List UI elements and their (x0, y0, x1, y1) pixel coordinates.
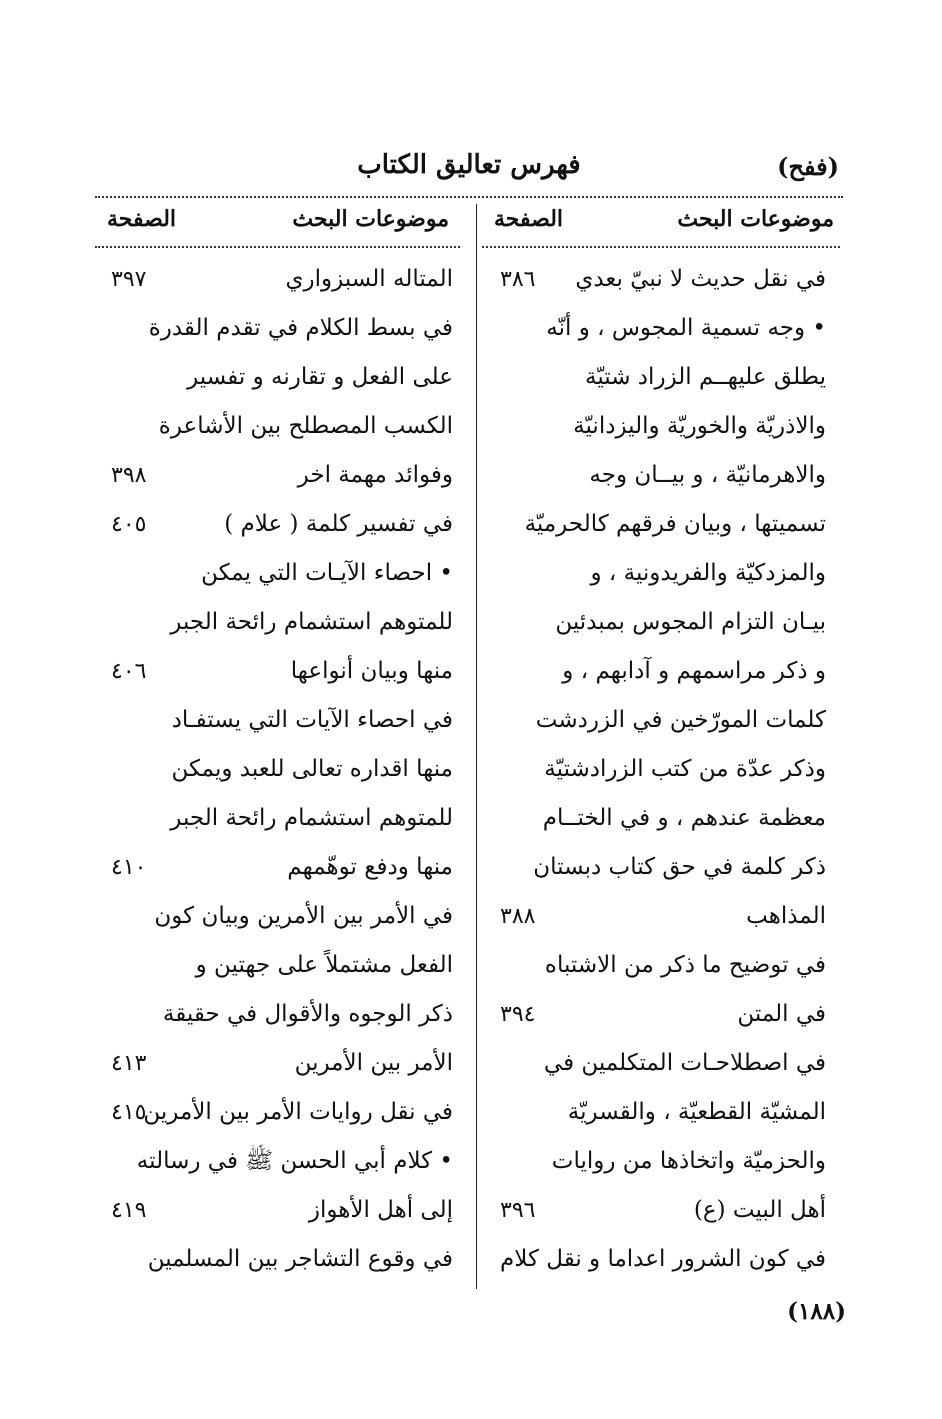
index-entry (95, 598, 465, 647)
entry-topic: المشيّة القطعيّة ، والقسريّة (567, 1099, 826, 1125)
entry-topic: • وجه تسمية المجوس ، و أنّه (546, 315, 826, 341)
entry-topic: • كلام أبي الحسن ﷺ في رسالته (136, 1148, 453, 1174)
index-entry (95, 402, 465, 451)
entry-page-number: ٣٨٦ (500, 267, 536, 292)
index-entry (95, 1186, 465, 1235)
topic-heading: موضوعات البحث (292, 206, 449, 232)
entry-topic: منها وبيان أنواعها (290, 658, 453, 684)
entry-topic: الأمر بين الأمرين (294, 1050, 453, 1076)
entry-topic: منها ودفع توهّمهم (287, 854, 453, 880)
index-entry (482, 500, 850, 549)
index-entry (482, 696, 850, 745)
index-entry (482, 353, 850, 402)
index-entry (482, 941, 850, 990)
index-entry (482, 304, 850, 353)
index-entry (95, 941, 465, 990)
index-entry (95, 500, 465, 549)
entry-page-number: ٣٨٨ (500, 904, 536, 929)
entry-topic: والاهرمانيّة ، و بيــان وجه (589, 462, 826, 488)
index-entry (482, 255, 850, 304)
entry-page-number: ٤١٣ (111, 1051, 147, 1076)
index-entry (482, 990, 850, 1039)
entry-topic: للمتوهم استشمام رائحة الجبر (170, 805, 453, 831)
entry-topic: يطلق عليهــم الزراد شتيّة (585, 364, 826, 390)
entry-topic: وذكر عدّة من كتب الزرادشتيّة (544, 756, 826, 782)
entry-topic: المتاله السبزواري (285, 266, 453, 292)
entry-page-number: ٤١٥ (111, 1100, 147, 1125)
index-entry (95, 1088, 465, 1137)
entry-topic: إلى أهل الأهواز (308, 1197, 453, 1223)
entry-page-number: ٣٩٤ (500, 1002, 536, 1027)
index-entry (482, 745, 850, 794)
entry-topic: الكسب المصطلح بين الأشاعرة (158, 413, 453, 439)
index-entry (482, 892, 850, 941)
index-entry (482, 843, 850, 892)
entry-topic: للمتوهم استشمام رائحة الجبر (170, 609, 453, 635)
entry-topic: في نقل روايات الأمر بين الأمرين (143, 1099, 453, 1125)
index-entry (482, 1039, 850, 1088)
index-entry (95, 892, 465, 941)
entry-topic: الفعل مشتملاً على جهتين و (195, 952, 453, 978)
entry-topic: أهل البيت (ع) (693, 1197, 826, 1223)
entry-topic: في اصطلاحـات المتكلمين في (543, 1050, 826, 1076)
entry-page-number: ٣٩٨ (111, 463, 147, 488)
page-number: (١٨٨) (787, 1298, 846, 1325)
entry-topic: ذكر الوجوه والأقوال في حقيقة (162, 1001, 453, 1027)
page-heading: الصفحة (107, 206, 177, 232)
entry-page-number: ٤٠٦ (111, 659, 147, 684)
entry-topic: في وقوع التشاجر بين المسلمين (147, 1246, 453, 1272)
entry-topic: والمزدكيّة والفريدونية ، و (590, 560, 826, 586)
entry-topic: في بسط الكلام في تقدم القدرة (148, 315, 453, 341)
right-column-dotted-rule (482, 246, 840, 248)
entry-topic: على الفعل و تقارنه و تفسير (187, 364, 453, 390)
left-column (95, 255, 465, 1284)
index-entry (95, 451, 465, 500)
entry-topic: في تفسير كلمة ( علام ) (224, 511, 453, 537)
index-entry (95, 1235, 465, 1284)
index-entry (95, 1137, 465, 1186)
right-column (482, 255, 850, 1284)
index-entry (95, 353, 465, 402)
entry-topic: المذاهب (746, 903, 826, 929)
entry-topic: والحزميّة واتخاذها من روايات (551, 1148, 826, 1174)
index-entry (482, 598, 850, 647)
entry-topic: منها اقداره تعالى للعبد ويمكن (171, 756, 453, 782)
entry-page-number: ٤١٩ (111, 1198, 147, 1223)
index-entry (482, 1137, 850, 1186)
page-title: فهرس تعاليق الكتاب (357, 150, 581, 180)
index-entry (95, 794, 465, 843)
topic-heading: موضوعات البحث (677, 206, 834, 232)
page-header (95, 150, 843, 194)
index-entry (95, 843, 465, 892)
entry-topic: في الأمر بين الأمرين وبيان كون (154, 903, 453, 929)
index-entry (95, 647, 465, 696)
entry-topic: معظمة عندهم ، و في الختــام (542, 805, 826, 831)
right-column-header (482, 202, 850, 242)
entry-topic: كلمات المورّخين في الزردشت (535, 707, 826, 733)
index-entry (95, 304, 465, 353)
entry-topic: والاذريّة والخوريّة واليزدانيّة (573, 413, 826, 439)
entry-topic: في احصاء الآيات التي يستفـاد (171, 707, 453, 733)
entry-topic: في كون الشرور اعداما و نقل كلام (500, 1246, 826, 1272)
index-entry (95, 549, 465, 598)
entry-page-number: ٤١٠ (111, 855, 147, 880)
entry-topic: في توضيح ما ذكر من الاشتباه (544, 952, 826, 978)
page-heading: الصفحة (494, 206, 564, 232)
entry-page-number: ٣٩٧ (111, 267, 147, 292)
index-entry (482, 1186, 850, 1235)
index-entry (482, 1088, 850, 1137)
column-divider (476, 204, 477, 1289)
entry-page-number: ٤٠٥ (111, 512, 147, 537)
section-label: (ففح) (777, 152, 839, 181)
index-entry (482, 1235, 850, 1284)
entry-topic: و ذكر مراسمهم و آدابهم ، و (562, 658, 826, 684)
entry-topic: في نقل حديث لا نبيّ بعدي (575, 266, 826, 292)
entry-topic: في المتن (737, 1001, 826, 1027)
index-entry (95, 255, 465, 304)
entry-topic: بيـان التزام المجوس بمبدئين (555, 609, 826, 635)
index-entry (95, 696, 465, 745)
left-column-header (95, 202, 465, 242)
index-entry (95, 990, 465, 1039)
index-entry (482, 549, 850, 598)
left-column-dotted-rule (95, 246, 460, 248)
index-entry (482, 794, 850, 843)
entry-topic: تسميتها ، وبيان فرقهم كالحرميّة (524, 511, 826, 537)
index-entry (482, 647, 850, 696)
index-entry (95, 745, 465, 794)
entry-topic: • احصاء الآيـات التي يمكن (201, 560, 453, 586)
index-entry (482, 402, 850, 451)
entry-topic: ذكر كلمة في حق كتاب دبستان (533, 854, 826, 880)
entry-page-number: ٣٩٦ (500, 1198, 536, 1223)
entry-topic: وفوائد مهمة اخر (297, 462, 453, 488)
header-dotted-rule (95, 196, 843, 198)
index-entry (95, 1039, 465, 1088)
index-entry (482, 451, 850, 500)
